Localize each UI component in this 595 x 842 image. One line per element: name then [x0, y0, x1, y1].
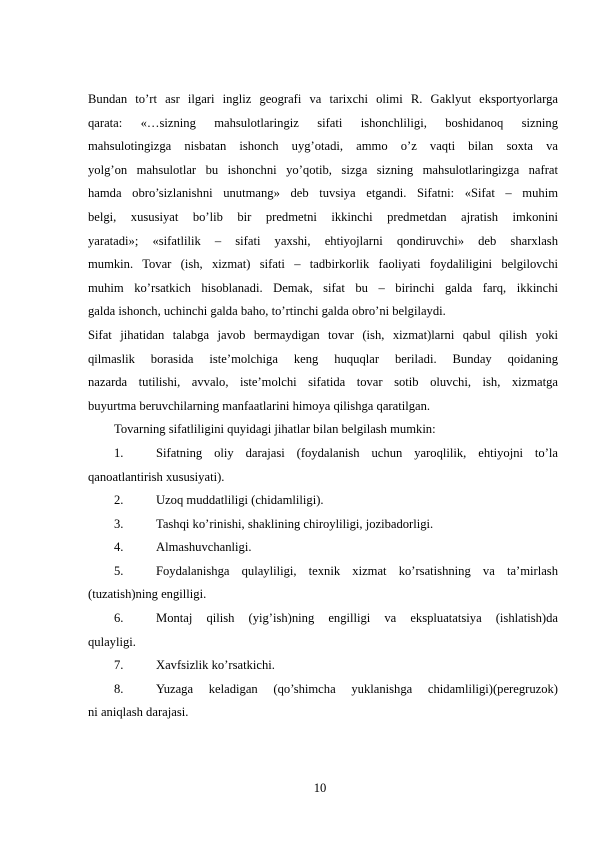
paragraph-line: qarata: «…sizning mahsulotlaringiz sifati ishonchliligi, boshidanoq sizning [88, 115, 558, 130]
paragraph-line: qilmaslik borasida iste’molchiga keng huquqlar beriladi. Bunday qoidaning [88, 351, 558, 366]
list-item-text: Yuzaga keladigan (qo’shimcha yuklanishga chidamliligi)(peregruzok) [156, 681, 558, 696]
list-item-number: 2. [114, 493, 124, 508]
list-item-number: 3. [114, 516, 124, 531]
paragraph-line: nazarda tutilishi, avvalo, iste’molchi sifatida tovar sotib oluvchi, ish, xizmatga [88, 375, 558, 390]
paragraph-line: galda ishonch, uchinchi galda baho, to’rtinchi galda obro’ni belgilaydi. [88, 304, 446, 319]
paragraph-line: mahsulotingizga nisbatan ishonch uyg’otadi, ammo o’z vaqti bilan soxta va [88, 139, 558, 154]
list-item [88, 489, 558, 513]
list-item [88, 654, 558, 678]
paragraph-line: mumkin. Tovar (ish, xizmat) sifati – tadbirkorlik faoliyati foydaliligini belgilovchi [88, 257, 558, 272]
list-intro: Tovarning sifatliligini quyidagi jihatlar bilan belgilash mumkin: [114, 422, 436, 437]
list-item-number: 7. [114, 658, 124, 673]
paragraph-line: yolg’on mahsulotlar bu ishonchni yo’qotib, sizga sizning mahsulotlaringizga nafrat [88, 162, 558, 177]
list-item [88, 678, 558, 725]
list-item [88, 560, 558, 607]
list-item-text: Almashuvchanligi. [156, 540, 252, 555]
list-item-text: Montaj qilish (yig’ish)ning engilligi va ekspluatatsiya (ishlatish)da [156, 611, 558, 626]
list-item-text: Tashqi ko’rinishi, shaklining chiroyliligi, jozibadorligi. [156, 516, 434, 531]
list-item-text: Uzoq muddatliligi (chidamliligi). [156, 493, 324, 508]
document-page [88, 88, 558, 725]
paragraph-quality-history [88, 88, 558, 418]
paragraph-line: Sifat jihatidan talabga javob bermaydigan tovar (ish, xizmat)larni qabul qilish yoki [88, 327, 558, 342]
paragraph-line: hamda obro’sizlanishni unutmang» deb tuvsiya etgandi. Sifatni: «Sifat – muhim [88, 186, 558, 201]
list-item-number: 5. [114, 563, 124, 578]
list-item-number: 8. [114, 681, 124, 696]
paragraph-line: yaratadi»; «sifatlilik – sifati yaxshi, ehtiyojlarni qondiruvchi» deb sharxlash [88, 233, 558, 248]
list-item-number: 6. [114, 611, 124, 626]
paragraph-line: Bundan to’rt asr ilgari ingliz geografi va tarixchi olimi R. Gaklyut eksportyorlarga [88, 92, 558, 106]
list-item-number: 4. [114, 540, 124, 555]
paragraph-line: muhim ko’rsatkich hisoblanadi. Demak, sifat bu – birinchi galda farq, ikkinchi [88, 280, 558, 295]
list-item-continuation: (tuzatish)ning engilligi. [88, 587, 207, 602]
paragraph-line: belgi, xususiyat bo’lib bir predmetni ikkinchi predmetdan ajratish imkonini [88, 209, 558, 224]
list-item-continuation: qulayligi. [88, 634, 136, 649]
list-item [88, 513, 558, 537]
list-item-text: Foydalanishga qulayliligi, texnik xizmat ko’rsatishning va ta’mirlash [156, 563, 558, 578]
list-item-number: 1. [114, 445, 124, 460]
list-item-continuation: ni aniqlash darajasi. [88, 705, 189, 720]
paragraph-line: buyurtma beruvchilarning manfaatlarini himoya qilishga qaratilgan. [88, 398, 431, 413]
list-item [88, 442, 558, 489]
page-number: 10 [313, 781, 327, 795]
quality-aspects-list [88, 442, 558, 725]
list-item [88, 607, 558, 654]
list-item [88, 536, 558, 560]
list-item-text: Sifatning oliy darajasi (foydalanish uchun yaroqlilik, ehtiyojni to’la [156, 445, 558, 460]
list-item-continuation: qanoatlantirish xususiyati). [88, 469, 225, 484]
list-item-text: Xavfsizlik ko’rsatkichi. [156, 658, 275, 673]
